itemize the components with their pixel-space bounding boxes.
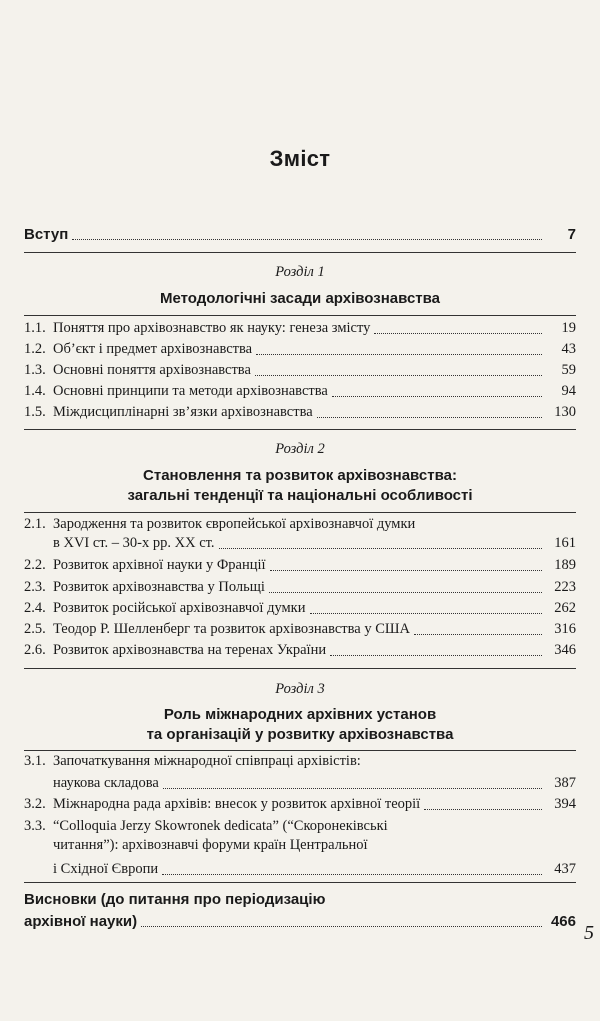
toc-entry-1-5[interactable] xyxy=(24,403,576,422)
entry-page: 262 xyxy=(554,600,576,616)
section-2-title-line-2: загальні тенденції та національні особливості xyxy=(127,487,473,504)
toc-entry-3-1[interactable] xyxy=(24,752,576,793)
toc-entry-2-3[interactable] xyxy=(24,578,576,597)
toc-entry-2-5[interactable] xyxy=(24,620,576,639)
entry-number: 1.3. xyxy=(24,362,46,378)
entry-page: 316 xyxy=(554,621,576,637)
leader-dots xyxy=(163,787,542,789)
entry-number: 1.4. xyxy=(24,383,46,399)
entry-title: Поняття про архівознавство як науку: генеза змісту xyxy=(53,320,371,336)
entry-number: 2.4. xyxy=(24,600,46,616)
entry-page: 59 xyxy=(561,362,576,378)
leader-dots xyxy=(141,925,542,927)
leader-dots xyxy=(219,547,542,549)
entry-number: 3.3. xyxy=(24,818,46,834)
entry-number: 3.2. xyxy=(24,796,46,812)
toc-conclusions[interactable] xyxy=(24,890,576,931)
entry-page: 189 xyxy=(554,557,576,573)
entry-page: 130 xyxy=(554,404,576,420)
entry-number: 3.1. xyxy=(24,753,46,769)
entry-page: 94 xyxy=(561,383,576,399)
leader-dots xyxy=(414,633,542,635)
page-title: Зміст xyxy=(269,146,331,171)
entry-page: 19 xyxy=(561,320,576,336)
entry-page: 161 xyxy=(554,535,576,551)
toc-entry-3-2[interactable] xyxy=(24,795,576,814)
entry-title-line-2: читання”): архівознавчі форуми країн Центральної xyxy=(53,837,368,853)
entry-number: 1.5. xyxy=(24,404,46,420)
toc-entry-1-1[interactable] xyxy=(24,319,576,338)
toc-entry-3-3[interactable] xyxy=(24,817,576,879)
entry-title: Основні принципи та методи архівознавства xyxy=(53,383,328,399)
section-3-title-line-2: та організацій у розвитку архівознавства xyxy=(146,726,454,743)
leader-dots xyxy=(162,873,542,875)
toc-entry-2-4[interactable] xyxy=(24,599,576,618)
entry-page: 346 xyxy=(554,642,576,658)
divider xyxy=(24,668,576,669)
toc-entry-1-4[interactable] xyxy=(24,382,576,401)
toc-entry-1-2[interactable] xyxy=(24,340,576,359)
leader-dots xyxy=(310,612,543,614)
section-1-title: Методологічні засади архівознавства xyxy=(159,290,441,307)
entry-title: Теодор Р. Шелленберг та розвиток архівознавства у США xyxy=(53,621,411,637)
entry-title-line-1: Зародження та розвиток європейської архівознавчої думки xyxy=(53,516,416,532)
divider xyxy=(24,750,576,751)
entry-number: 2.3. xyxy=(24,579,46,595)
entry-page: 394 xyxy=(554,796,576,812)
entry-number: 2.1. xyxy=(24,516,46,532)
entry-title: Об’єкт і предмет архівознавства xyxy=(53,341,253,357)
entry-page: 437 xyxy=(554,861,576,877)
section-3-title-line-1: Роль міжнародних архівних установ xyxy=(163,706,437,723)
toc-entry-1-3[interactable] xyxy=(24,361,576,380)
entry-title: Розвиток архівознавства на теренах України xyxy=(53,642,327,658)
divider xyxy=(24,252,576,253)
entry-number: 1.1. xyxy=(24,320,46,336)
entry-title: Міждисциплінарні зв’язки архівознавства xyxy=(53,404,313,420)
leader-dots xyxy=(256,353,542,355)
leader-dots xyxy=(317,416,542,418)
divider xyxy=(24,315,576,316)
entry-title: Міжнародна рада архівів: внесок у розвиток архівної теорії xyxy=(53,796,421,812)
conclusions-page: 466 xyxy=(550,913,576,930)
entry-title-line-2: наукова складова xyxy=(53,775,159,791)
entry-title-line-1: “Colloquia Jerzy Skowronek dedicata” (“Скоронекiвські xyxy=(53,818,388,834)
entry-number: 2.2. xyxy=(24,557,46,573)
leader-dots xyxy=(330,654,542,656)
entry-title: Розвиток архівознавства у Польщі xyxy=(53,579,265,595)
entry-title: Основні поняття архівознавства xyxy=(53,362,251,378)
entry-title: Розвиток архівної науки у Франції xyxy=(53,557,266,573)
leader-dots xyxy=(332,395,542,397)
divider xyxy=(24,882,576,883)
leader-dots xyxy=(72,238,542,240)
entry-title-line-2: в XVI ст. – 30-х рр. ХХ ст. xyxy=(53,535,215,551)
leader-dots xyxy=(269,591,542,593)
entry-number: 2.6. xyxy=(24,642,46,658)
entry-number: 2.5. xyxy=(24,621,46,637)
leader-dots xyxy=(270,569,542,571)
entry-number: 1.2. xyxy=(24,341,46,357)
divider xyxy=(24,512,576,513)
entry-page: 43 xyxy=(561,341,576,357)
leader-dots xyxy=(424,808,542,810)
toc-entry-2-2[interactable] xyxy=(24,556,576,575)
section-2-title-line-1: Становлення та розвиток архівознавства: xyxy=(143,467,457,484)
entry-title-line-1: Започаткування міжнародної співпраці архівістів: xyxy=(53,753,361,769)
section-3-label: Розділ 3 xyxy=(275,681,325,697)
entry-page: 387 xyxy=(554,775,576,791)
entry-page: 223 xyxy=(554,579,576,595)
entry-title: Розвиток російської архівознавчої думки xyxy=(53,600,306,616)
toc-entry-2-6[interactable] xyxy=(24,641,576,660)
toc-intro[interactable] xyxy=(24,225,576,244)
entry-title-line-3: і Східної Європи xyxy=(53,861,159,877)
leader-dots xyxy=(374,332,542,334)
section-1-label: Розділ 1 xyxy=(275,264,325,280)
conclusions-line-2: архівної науки) xyxy=(24,913,138,930)
toc-entry-2-1[interactable] xyxy=(24,515,576,553)
section-2-label: Розділ 2 xyxy=(275,441,325,457)
toc-intro-page: 7 xyxy=(567,226,576,243)
conclusions-line-1: Висновки (до питання про періодизацію xyxy=(24,891,326,908)
divider xyxy=(24,429,576,430)
toc-intro-label: Вступ xyxy=(24,226,69,243)
leader-dots xyxy=(255,374,542,376)
page-number: 5 xyxy=(584,922,594,944)
